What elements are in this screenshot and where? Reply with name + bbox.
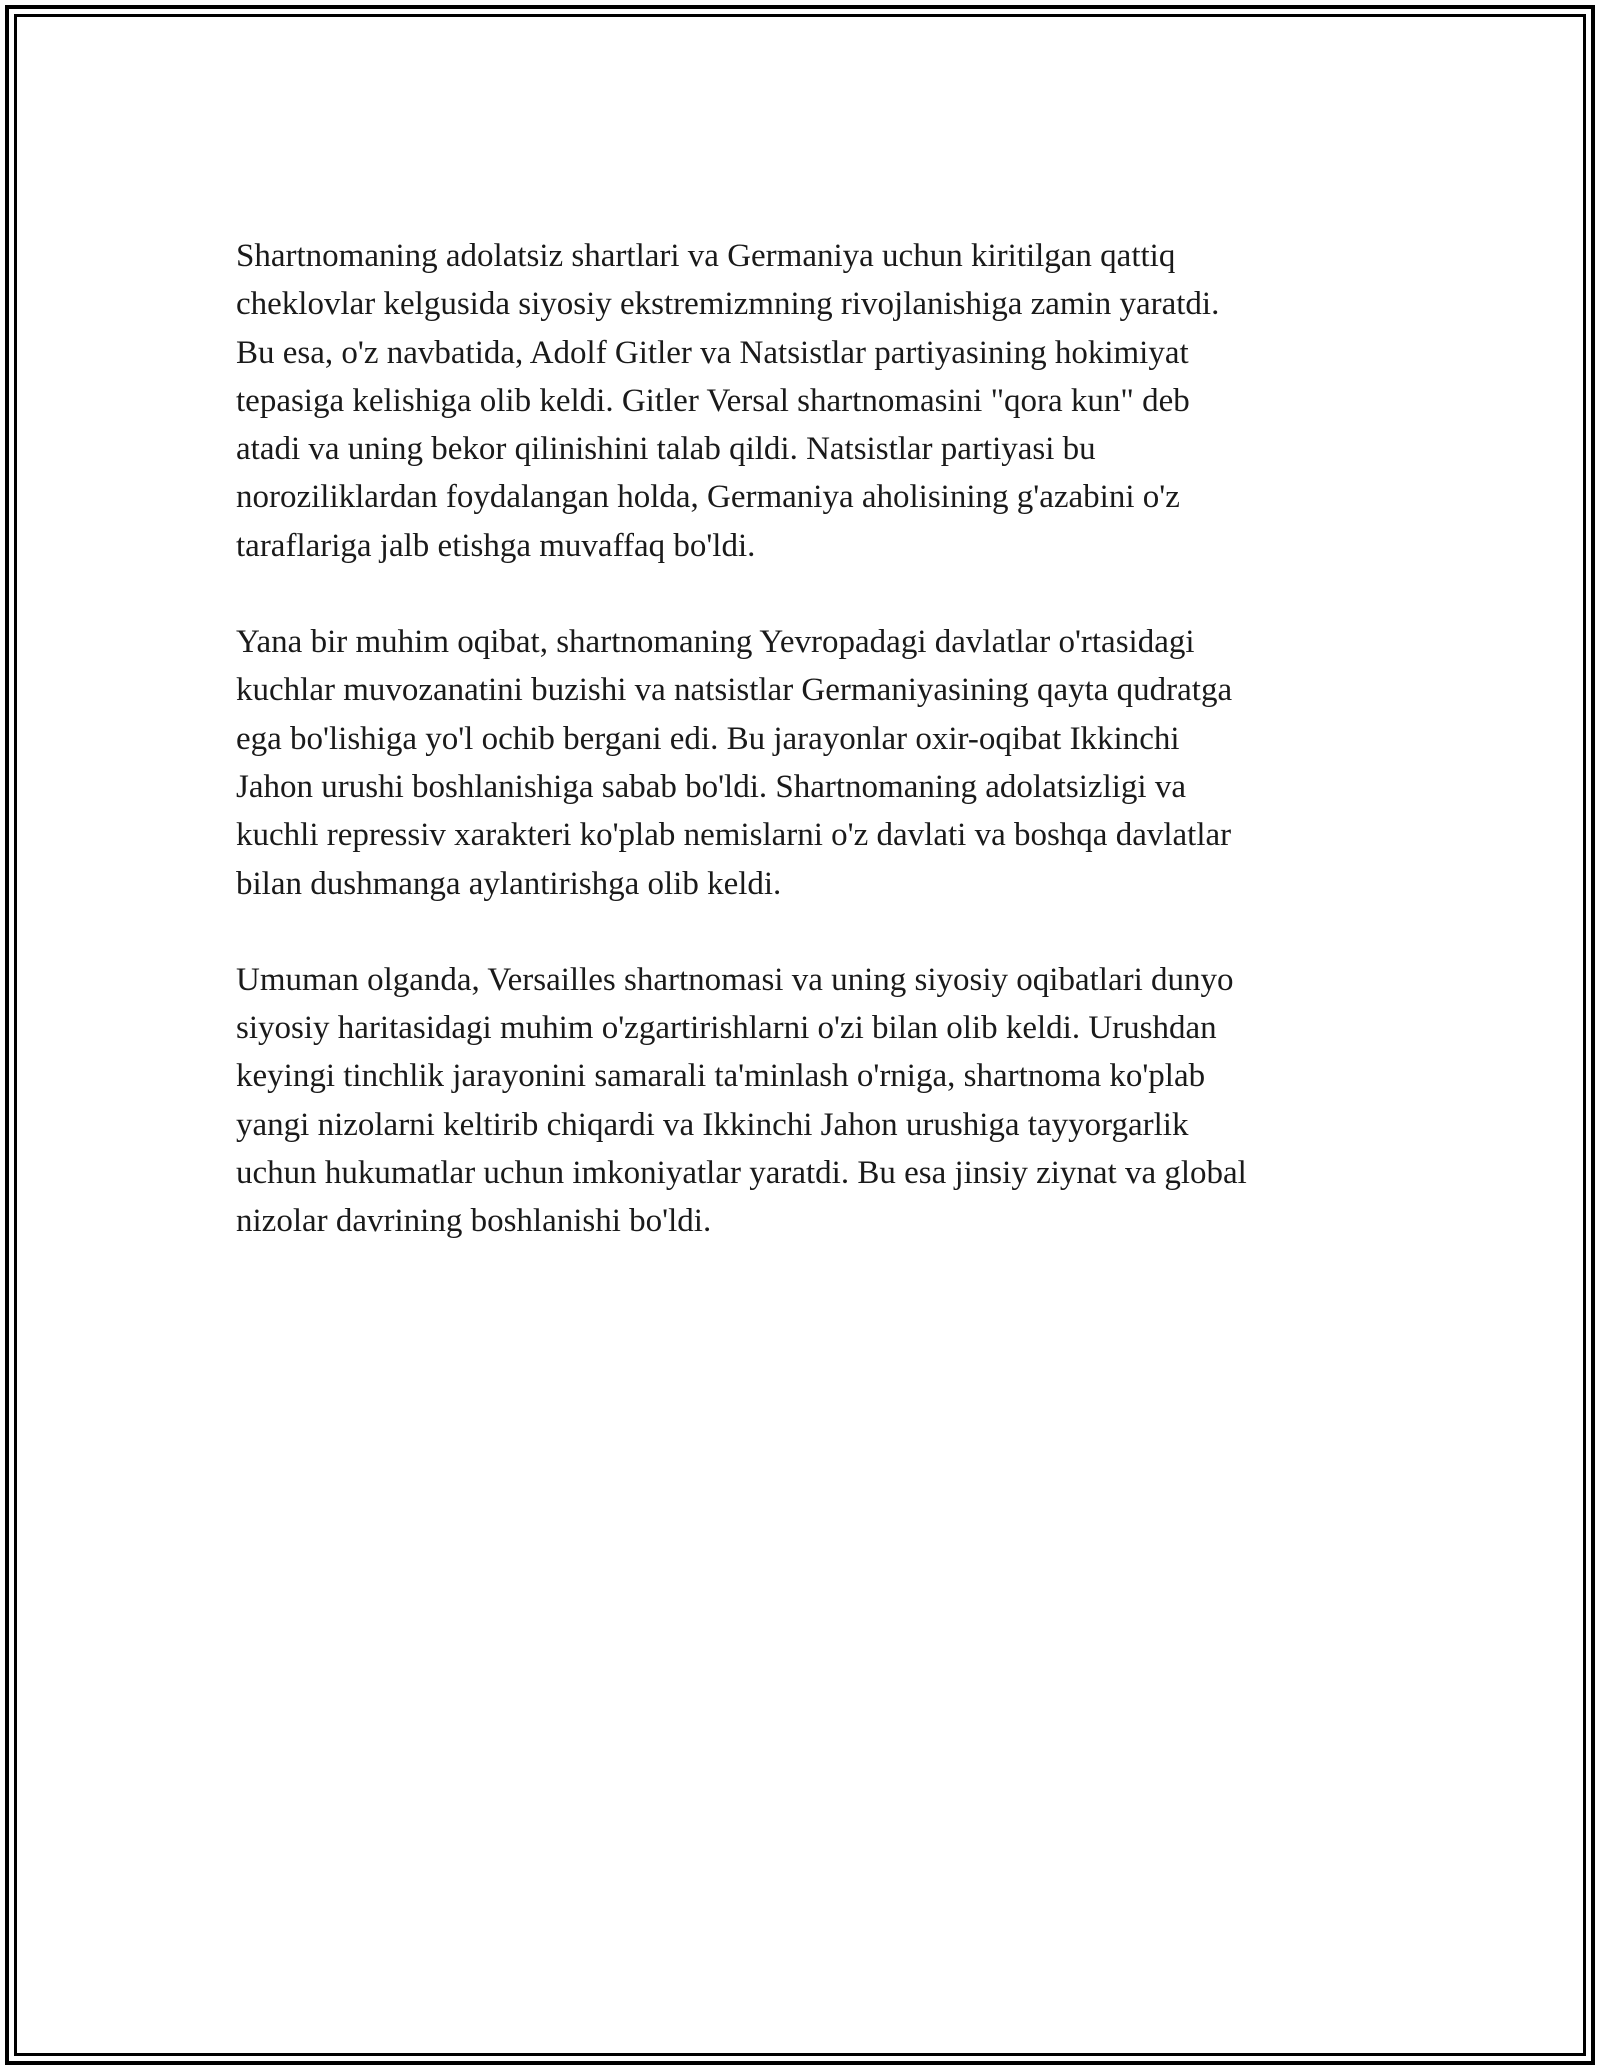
text-line: Bu esa, o'z navbatida, Adolf Gitler va Natsistlar partiyasining hokimiyat <box>236 334 1189 371</box>
text-line: Umuman olganda, Versailles shartnomasi va uning siyosiy oqibatlari dunyo <box>236 961 1234 998</box>
text-line: Shartnomaning adolatsiz shartlari va Germaniya uchun kiritilgan qattiq <box>236 238 1176 274</box>
paragraph-1 <box>236 232 1396 570</box>
text-line: ega bo'lishiga yo'l ochib bergani edi. Bu jarayonlar oxir-oqibat Ikkinchi <box>236 720 1180 757</box>
text-line: kuchlar muvozanatini buzishi va natsistlar Germaniyasining qayta qudratga <box>236 672 1233 709</box>
paragraph-2 <box>236 618 1396 908</box>
text-line: siyosiy haritasidagi muhim o'zgartirishlarni o'zi bilan olib keldi. Urushdan <box>236 1010 1217 1047</box>
text-line: atadi va uning bekor qilinishini talab qildi. Natsistlar partiyasi bu <box>236 431 1096 468</box>
text-line: Jahon urushi boshlanishiga sabab bo'ldi. Shartnomaning adolatsizligi va <box>236 768 1186 805</box>
text-line: keyingi tinchlik jarayonini samarali ta'minlash o'rniga, shartnoma ko'plab <box>236 1058 1206 1095</box>
text-line: Yana bir muhim oqibat, shartnomaning Yevropadagi davlatlar o'rtasidagi <box>236 624 1195 661</box>
text-line: noroziliklardan foydalangan holda, Germaniya aholisining g'azabini o'z <box>236 479 1180 516</box>
text-line: tepasiga kelishiga olib keldi. Gitler Versal shartnomasini "qora kun" deb <box>236 382 1190 419</box>
text-line: cheklovlar kelgusida siyosiy ekstremizmning rivojlanishiga zamin yaratdi. <box>236 286 1220 323</box>
text-line: yangi nizolarni keltirib chiqardi va Ikkinchi Jahon urushiga tayyorgarlik <box>236 1106 1189 1143</box>
text-line: bilan dushmanga aylantirishga olib keldi. <box>236 865 782 902</box>
text-line: uchun hukumatlar uchun imkoniyatlar yaratdi. Bu esa jinsiy ziynat va global <box>236 1155 1247 1192</box>
paragraph-3 <box>236 956 1396 1246</box>
text-line: kuchli repressiv xarakteri ko'plab nemislarni o'z davlati va boshqa davlatlar <box>236 817 1232 854</box>
document-body <box>236 232 1396 1294</box>
text-line: taraflariga jalb etishga muvaffaq bo'ldi. <box>236 527 756 564</box>
text-line: nizolar davrining boshlanishi bo'ldi. <box>236 1203 712 1240</box>
